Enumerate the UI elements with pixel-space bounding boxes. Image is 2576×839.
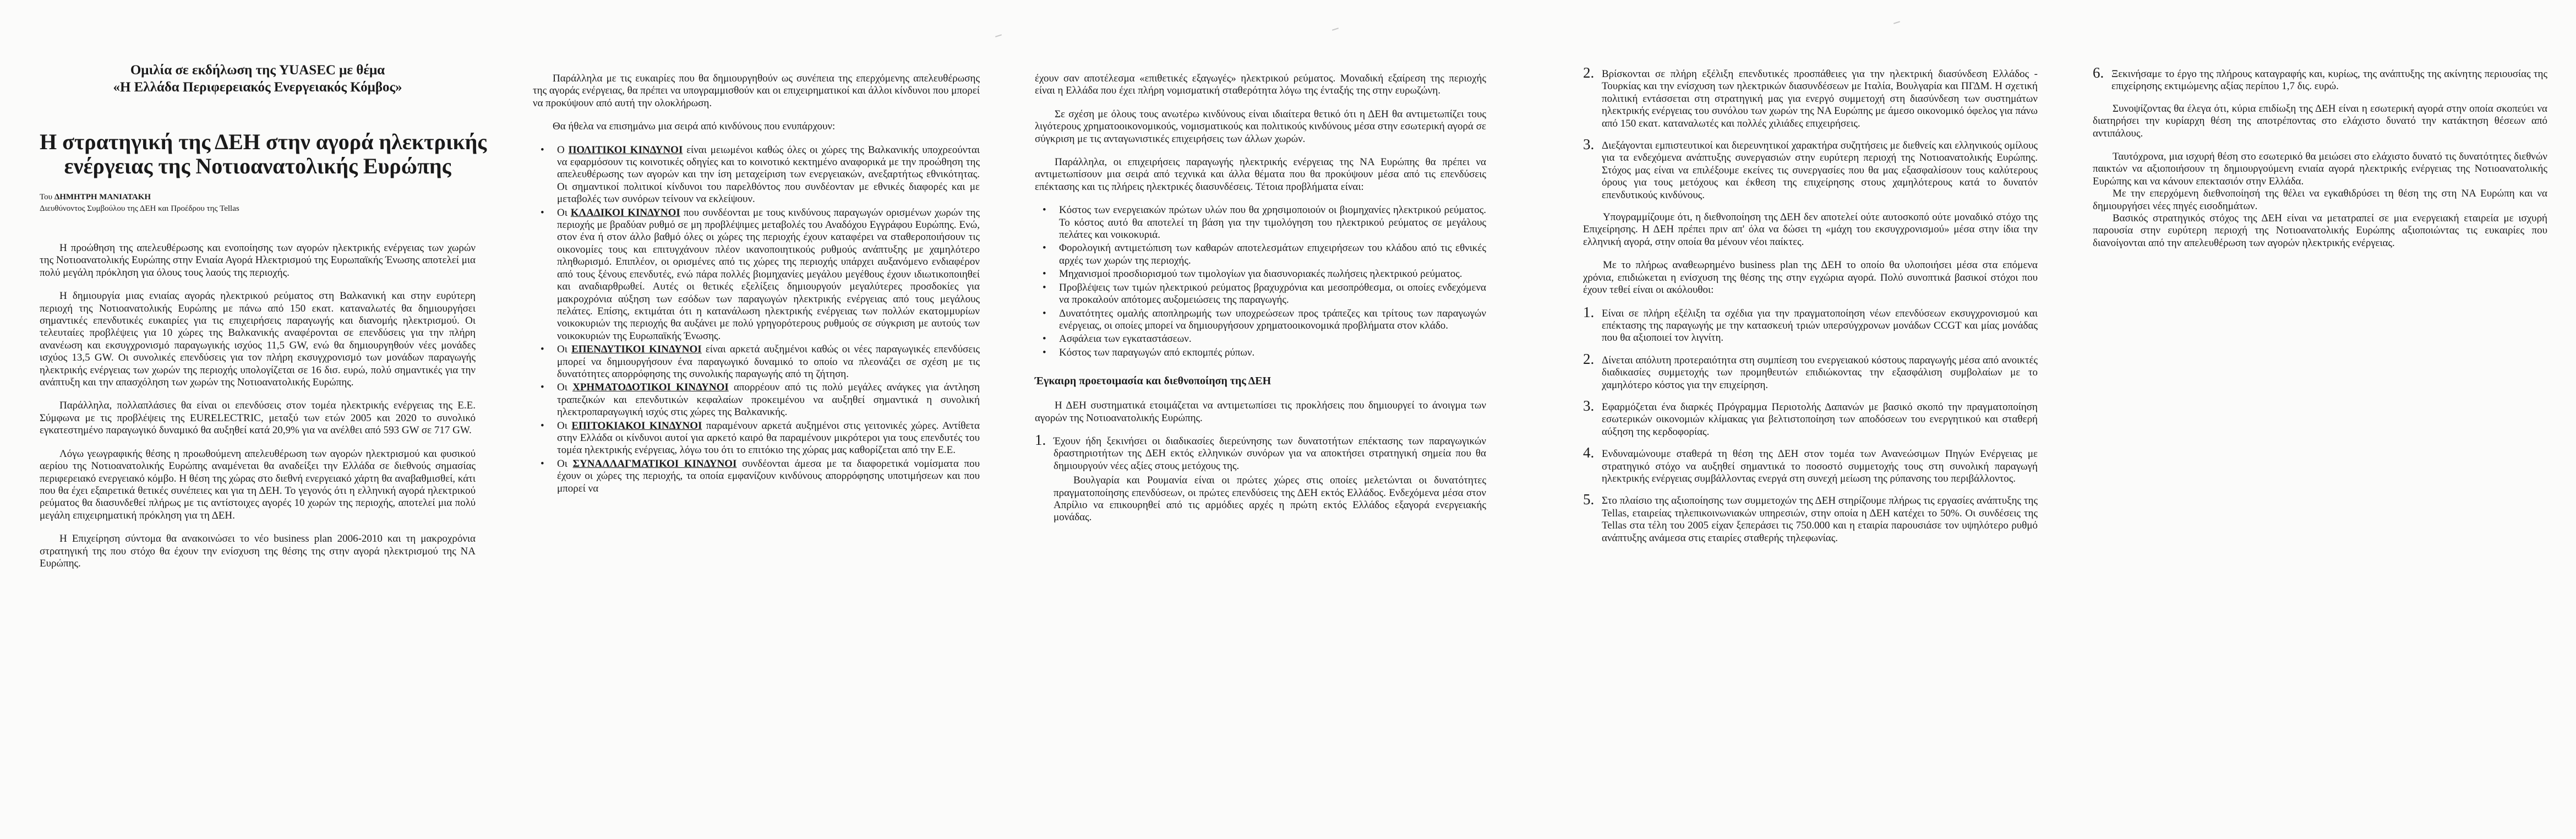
list-item: • Κόστος των ενεργειακών πρώτων υλών που θα χρησιμοποιούν οι βιομηχανίες ηλεκτρικού ρεύματος. Το κόστος αυτό θα αποτελεί τη βάση για την τιμολόγηση του ηλεκτρικού ρεύματος σε μεγάλους πελάτες και νοικοκυριά. [1035, 204, 1486, 241]
risk-prefix: Ο [557, 144, 565, 156]
item-number: 6. [2093, 64, 2104, 81]
risk-term: ΕΠΕΝΔΥΤΙΚΟΙ ΚΙΝΔΥΝΟΙ [571, 344, 702, 356]
item-text: Εφαρμόζεται ένα διαρκές Πρόγραμμα Περιοτολής Δαπανών με βασικό σκοπό την πραγματοποίηση εσωτερικών οικονομιών κλίμακας για βελτιστοποίηση των αποδόσεων του ενεργητικού και σταθερή αύξηση της κερδοφορίας. [1602, 401, 2038, 438]
paragraph: Η Επιχείρηση σύντομα θα ανακοινώσει το νέο business plan 2006-2010 και τη μακροχρόνια στρατηγική της που στόχο θα έχουν την ενίσχυση της θέσης της στην αγορά ηλεκτρισμού της ΝΑ Ευρώπης. [40, 533, 476, 569]
paragraph: Η προώθηση της απελευθέρωσης και ενοποίησης των αγορών ηλεκτρικής ενέργειας των χωρών της Νοτιοανατολικής Ευρώπης στην Ενιαία Αγορά Ηλεκτρισμού της Ευρωπαϊκής Ένωσης αποτελεί μια πολύ μεγάλη πρόκληση για όλους τους λαούς της περιοχής. [40, 242, 476, 279]
paragraph: Συνοψίζοντας θα έλεγα ότι, κύρια επιδίωξη της ΔΕΗ είναι η εσωτερική αγορά στην οποία σκοπεύει να διατηρήσει την κυρίαρχη θέση της αποτρέποντας στο ελάχιστο δυνατό την κατάκτηση θέσεων από αντιπάλους. [2093, 102, 2547, 139]
column-4 [1583, 64, 2038, 554]
item-text: Ξεκινήσαμε το έργο της πλήρους καταγραφής και, κυρίως, της ανάπτυξης της ακίνητης περιουσίας της επιχείρησης εκτιμώμενης αξίας περίπου 1,7 δις. ευρώ. [2111, 68, 2547, 92]
list-item [533, 458, 980, 495]
scan-speck [1332, 28, 1339, 31]
item-text: Διεξάγονται εμπιστευτικοί και διερευνητικοί χαρακτήρα συζητήσεις με διεθνείς και ελληνικούς ομίλους για τα ενδεχόμενα ανάπτυξης συνεργασιών στην ευρύτερη περιοχή της Νοτιοανατολικής Ευρώπης. Στόχος μας είναι να επιλέξουμε εκείνες τις συνεργασίες που θα μας εξασφαλίσουν τους καλύτερους όρους για τους μετόχους και έκθεση της επιχείρησης στους χαμηλότερους κατά το δυνατόν επενδυτικούς κινδύνους. [1602, 140, 2038, 201]
risk-term: ΕΠΙΤΟΚΙΑΚΟΙ ΚΙΝΔΥΝΟΙ [571, 419, 702, 432]
event-header-line-1: Ομιλία σε εκδήλωση της YUASEC με θέμα [130, 63, 385, 78]
item-text: Είναι σε πλήρη εξέλιξη τα σχέδια για την πραγματοποίηση νέων επενδύσεων εκσυγχρονισμού και επέκτασης της παραγωγής με την κατασκευή τριών υπερσύγχρονων μονάδων CCGT και μίας μονάδας που θα αξιοποιεί τον λιγνίτη. [1602, 307, 2038, 344]
item-number: 1. [1583, 303, 1595, 320]
paragraph: Θα ήθελα να επισημάνω μια σειρά από κινδύνους που ενυπάρχουν: [553, 121, 836, 133]
risk-term: ΣΥΝΑΛΛΑΓΜΑΤΙΚΟΙ ΚΙΝΔΥΝΟΙ [572, 457, 737, 470]
paragraph: Βουλγαρία και Ρουμανία είναι οι πρώτες χώρες στις οποίες μελετώνται οι δυνατότητες πραγματοποίησης επενδύσεων, οι πρώτες επενδύσεις της ΔΕΗ εκτός Ελλάδος. Ενδεχόμενα μέσα στον Απρίλιο να επικουρηθεί από τις αρμόδιες αρχές η πρώτη εκτός Ελλάδος εξαγορά ενεργειακής μονάδας. [1054, 475, 1486, 524]
list-item: • Δυνατότητες ομαλής αποπληρωμής των υποχρεώσεων προς τράπεζες και τρίτους των παραγωγών ενέργειας, οι οποίες μπορεί να δημιουργήσουν χρηματοοικονομικά προβλήματα στον κλάδο. [1035, 308, 1486, 333]
risk-text: συνδέονται άμεσα με τα διαφορετικά νομίσματα που έχουν οι χώρες της περιοχής, τα οποία εμφανίζουν κινδύνους απορρόφησης υποτιμήσεων και που μπορεί να [557, 457, 980, 494]
list-item [1035, 431, 1486, 524]
risk-prefix: Οι [557, 382, 567, 394]
item-number: 5. [1583, 491, 1595, 508]
list-item [533, 420, 980, 457]
list-item [1583, 350, 2038, 391]
paragraph: Βασικός στρατηγικός στόχος της ΔΕΗ είναι να μετατραπεί σε μια ενεργειακή εταιρεία με ισχυρή παρουσία στην ευρύτερη περιοχή της Νοτιοανατολικής Ευρώπης αξιοποιώντας τις ευκαιρίες που διανοίγονται από την απελευθέρωση των αγορών ηλεκτρικής ενέργειας. [2093, 213, 2547, 249]
paragraph: Η δημιουργία μιας ενιαίας αγοράς ηλεκτρικού ρεύματος στη Βαλκανική και στην ευρύτερη περιοχή της Νοτιοανατολικής Ευρώπης με πάνω από 150 εκατ. καταναλωτές θα δημιουργήσει σημαντικές επενδυτικές ευκαιρίες για τις επιχειρήσεις παραγωγής και διανομής ηλεκτρισμού. Οι τελευταίες προβλέψεις για 10 χώρες της Βαλκανικής αναφέρονται σε επενδύσεις για την πλήρη ανανέωση και εκσυγχρονισμό παραγωγικής ισχύος 11,5 GW, ενώ θα δημιουργηθούν νέες μονάδες ισχύος 13,5 GW. Οι συνολικές επενδύσεις για τον πλήρη εκσυγχρονισμό των μονάδων παραγωγής ηλεκτρικής ενέργειας των χωρών της περιοχής υπολογίζεται σε 16 δισ. ευρώ, πολύ σημαντικές για την ανάπτυξη και την απασχόληση των χωρών της Νοτιοανατολικής Ευρώπης. [40, 290, 476, 389]
paragraph: Με την επερχόμενη διεθνοποίησή της θέλει να εγκαθιδρύσει τη θέση της στη ΝΑ Ευρώπη και να δημιουργήσει νέες πηγές εισοδημάτων. [2093, 188, 2547, 212]
item-number: 1. [1035, 431, 1046, 448]
item-text: Βρίσκονται σε πλήρη εξέλιξη επενδυτικές προσπάθειες για την ηλεκτρική διασύνδεση Ελλάδος - Τουρκίας και την ενίσχυση των ηλεκτρικών διασυνδέσεων με Ιταλία, Βουλγαρία και ΠΓΔΜ. Η σχετική πολιτική εντάσσεται στη στρατηγική μας για ενεργό συμμετοχή στη διασύνδεση των συστημάτων ηλεκτρικής ενέργειας του συνόλου των χωρών της ΝΑ Ευρώπης με άμεσο οικονομικό όφελος για πάνω από 150 εκατ. καταναλωτές και πολλές χιλιάδες επιχειρήσεις. [1602, 68, 2038, 129]
item-number: 4. [1583, 444, 1595, 461]
risk-term: ΚΛΑΔΙΚΟΙ ΚΙΝΔΥΝΟΙ [570, 206, 680, 219]
list-item: • Κόστος των παραγωγών από εκπομπές ρύπων. [1035, 347, 1486, 359]
numbered-list [1035, 431, 1486, 524]
author-name: ΔΗΜΗΤΡΗ ΜΑΝΙΑΤΑΚΗ [54, 193, 151, 201]
item-number: 2. [1583, 350, 1595, 367]
item-text: Δίνεται απόλυτη προτεραιότητα στη συμπίεση του ενεργειακού κόστους παραγωγής μέσα από ανοικτές διαδικασίες συμμετοχής των προμηθευτών επιδιώκοντας την εξασφάλιση συμβολαίων με το χαμηλότερο κόστος για την επιχείρηση. [1602, 354, 2038, 391]
paragraph: Παράλληλα με τις ευκαιρίες που θα δημιουργηθούν ως συνέπεια της επερχόμενης απελευθέρωσης της αγοράς ενέργειας, θα πρέπει να υπογραμμισθούν και οι επιχειρηματικοί και άλλοι κίνδυνοι που μπορεί να προκύψουν από αυτή την ολοκλήρωση. [533, 73, 980, 109]
list-item [1583, 303, 2038, 345]
list-item: • Μηχανισμοί προσδιορισμού των τιμολογίων για διασυνοριακές πωλήσεις ηλεκτρικού ρεύματος. [1035, 268, 1486, 280]
event-header-line-2: «Η Ελλάδα Περιφερειακός Ενεργειακός Κόμβος» [113, 80, 402, 95]
risk-list [533, 144, 980, 495]
column-5 [2093, 64, 2547, 260]
risk-text: είναι μειωμένοι καθώς όλες οι χώρες της Βαλκανικής υποχρεούνται να εφαρμόσουν τις κοινοτικές οδηγίες και το κοινοτικό κεκτημένο αναφορικά με την προώθηση της απελευθέρωσης των αγορών και την ίση μεταχείριση των ενεργειακών, ανεξαρτήτως εθνικότητας. Οι σημαντικοί πολιτικοί κίνδυνοι του παρελθόντος που συνδέονταν με εθνικές διαφορές και με μεταβολές των συνόρων τείνουν να εκλείψουν. [557, 144, 980, 205]
goals-list [1583, 303, 2038, 545]
paragraph: Ταυτόχρονα, μια ισχυρή θέση στο εσωτερικό θα μειώσει στο ελάχιστο δυνατό τις δυνατότητες διεθνών παικτών να αξιοποιήσουν τη δημιουργούμενη ενιαία αγορά ηλεκτρικής ενέργειας της Νοτιοανατολικής Ευρώπης και να κάνουν επεκτασιόν στην Ελλάδα. [2093, 151, 2547, 187]
paragraph: Παράλληλα, πολλαπλάσιες θα είναι οι επενδύσεις στον τομέα ηλεκτρικής ενέργειας της Ε.Ε. Σύμφωνα με τις προβλέψεις της EURELECTRIC, μεταξύ των ετών 2005 και 2020 το συνολικό εγκατεστημένο παραγωγικό δυναμικό θα αυξηθεί κατά 20,9% για να ανέλθει από 593 GW σε 717 GW. [40, 400, 476, 437]
paragraph: Με το πλήρως αναθεωρημένο business plan της ΔΕΗ το οποίο θα υλοποιήσει μέσα στα επόμενα χρόνια, επιδιώκεται η ενίσχυση της θέσης της στην εγχώρια αγορά. Πολύ συνοπτικά βασικοί στόχοι που έχουν τεθεί είναι οι ακόλουθοι: [1583, 259, 2038, 296]
list-item [533, 382, 980, 418]
list-item [1583, 444, 2038, 485]
column-2 [533, 73, 980, 505]
paragraph: Παράλληλα, οι επιχειρήσεις παραγωγής ηλεκτρικής ενέργειας της ΝΑ Ευρώπης θα πρέπει να αντιμετωπίσουν μια σειρά από τεχνικά και άλλα θέματα που θα προκύψουν μέσα από τις επενδύσεις επέκτασης και τις πλήρεις ηλεκτρικές διασυνδέσεις. Τέτοια προβλήματα είναι: [1035, 156, 1486, 193]
risk-prefix: Οι [557, 419, 567, 432]
paragraph: Η ΔΕΗ συστηματικά ετοιμάζεται να αντιμετωπίσει τις προκλήσεις που δημιουργεί το άνοιγμα των αγορών της Νοτιοανατολικής Ευρώπης. [1035, 400, 1486, 424]
item-number: 3. [1583, 136, 1595, 153]
item-text: Έχουν ήδη ξεκινήσει οι διαδικασίες διερεύνησης των δυνατοτήτων επέκτασης των παραγωγικών δραστηριοτήτων της ΔΕΗ εκτός ελληνικών συνόρων για να αποκτήσει στρατηγική σημεία που θα δημιουργούν νέες αξίες στους μετόχους της. [1054, 435, 1486, 472]
list-item [533, 207, 980, 342]
paragraph: Σε σχέση με όλους τους ανωτέρω κινδύνους είναι ιδιαίτερα θετικό ότι η ΔΕΗ θα αντιμετωπίζει τους λιγότερους χρηματοοικονομικούς, νομισματικούς και πολιτικούς κινδύνους μέσα στην εσωτερική αγορά σε σύγκριση με τις ανταγωνιστικές επιχειρήσεις των άλλων χωρών. [1035, 108, 1486, 145]
list-item: • Προβλέψεις των τιμών ηλεκτρικού ρεύματος βραχυχρόνια και μεσοπρόθεσμα, οι οποίες ενδεχόμενα να προκαλούν απότομες αυξομειώσεις της παραγωγής. [1035, 282, 1486, 307]
item-number: 3. [1583, 397, 1595, 414]
article-title [40, 129, 487, 178]
risk-text: απορρέουν από τις πολύ μεγάλες ανάγκες για άντληση τραπεζικών και επενδυτικών κεφαλαίων προκειμένου να αυξηθεί σημαντικά η συνολική ηλεκτροπαραγωγική ισχύς στις χώρες της Βαλκανικής. [557, 382, 980, 418]
item-text: Στο πλαίσιο της αξιοποίησης των συμμετοχών της ΔΕΗ στηρίζουμε πλήρως τις εργασίες ανάπτυξης της Tellas, εταιρείας τηλεπικοινωνιακών υπηρεσιών, στην οποία η ΔΕΗ κατέχει το 50%. Οι συνδέσεις της Tellas στα τέλη του 2005 είχαν ξεπεράσει τις 750.000 και η εταιρία παρουσιάσε τον υψηλότερο ρυθμό ανάπτυξης ανάμεσα στις εταιρίες σταθερής τηλεφωνίας. [1602, 495, 2038, 544]
risk-text: που συνδέονται με τους κινδύνους παραγωγών ορισμένων χωρών της περιοχής με βραδύαν ρυθμό σε μη προβλέψιμες μεταβολές του Αναδόχου Εγγράφου Ευρώπης. Ενώ, στον ένα ή στον άλλο βαθμό όλες οι χώρες της περιοχής έχουν καταφέρει να σταθεροποιήσουν τις οικονομίες τους και επιτυγχάνουν πλέον ικανοποιητικούς ρυθμούς ανάπτυξης με χαμηλότερο πληθωρισμό. Επιπλέον, οι ορισμένες από τις χώρες της περιοχής υπάρχει αυξανόμενο ενδιαφέρον από τους ξένους επενδυτές, ενώ πάρα πολλές βιομηχανίες μεγάλου μεγέθους έχουν ιδιωτικοποιηθεί και αναδιαρθρωθεί. Αυτές οι θετικές εξελίξεις δημιουργούν μεγαλύτερες προσδοκίες για μακροχρόνια αύξηση των εσόδων των παραγωγών ηλεκτρικής ενέργειας από τους μεγάλους πελάτες. Επίσης, εκτιμάται ότι η κατανάλωση ηλεκτρικής ενέργειας των πολλών εκατομμυρίων νοικοκυριών της περιοχής θα αυξάνει με πολύ γρηγορότερους ρυθμούς σε σύγκριση με αυτούς των νοικοκυριών της Ευρωπαϊκής Ένωσης. [557, 206, 980, 342]
list-item [2093, 64, 2547, 93]
risk-term: ΧΡΗΜΑΤΟΔΟΤΙΚΟΙ ΚΙΝΔΥΝΟΙ [572, 382, 729, 394]
item-text: Ενδυναμώνουμε σταθερά τη θέση της ΔΕΗ στον τομέα των Ανανεώσιμων Πηγών Ενέργειας με στρατηγικό στόχο να αυξηθεί σημαντικά το ποσοστό συμμετοχής τους στη συνολική παραγωγή ηλεκτρικής ενέργειας συμβάλλοντας ενεργά στη συνεχή μείωση της ρύπανσης του περιβάλλοντος. [1602, 448, 2038, 484]
list-item: • Φορολογική αντιμετώπιση των καθαρών αποτελεσμάτων επιχειρήσεων του κλάδου από τις εθνικές αρχές των χωρών της περιοχής. [1035, 242, 1486, 267]
list-item [1583, 136, 2038, 201]
risk-text: είναι αρκετά αυξημένοι καθώς οι νέες παραγωγικές επενδύσεις μπορεί να δημιουργήσουν ένα παραγωγικό δυναμικό το οποίο να πλεονάζει σε σχέση με τις δυνατότητες απορρόφησης της συνολικής παραγωγής από τη ζήτηση. [557, 344, 980, 380]
paragraph: Λόγω γεωγραφικής θέσης η προωθούμενη απελευθέρωση των αγορών ηλεκτρισμού και φυσικού αερίου της Νοτιοανατολικής Ευρώπης αναμένεται θα αναδείξει την Ελλάδα σε διεθνούς σημασίας περιφερειακό ενεργειακό κόμβο. Η θέση της χώρας στο διεθνή ενεργειακό χάρτη θα αναβαθμισθεί, κάτι που θα έχει εξαιρετικά θετικές συνέπειες και για τη ΔΕΗ. Το γεγονός ότι η ελληνική αγορά ηλεκτρικού ρεύματος θα διασυνδεθεί πλήρως με τις αντίστοιχες αγορές 10 χωρών της περιοχής, αποτελεί μια πολύ μεγάλη επιχειρηματική πρόκληση για τη ΔΕΗ. [40, 448, 476, 521]
list-item [1583, 491, 2038, 544]
author-prefix: Του [40, 193, 53, 201]
list-item [533, 144, 980, 206]
risk-prefix: Οι [557, 206, 567, 219]
author-byline [40, 192, 476, 215]
list-item [1583, 64, 2038, 130]
numbered-list [2093, 64, 2547, 93]
list-item [533, 344, 980, 380]
risk-text: παραμένουν αρκετά αυξημένοι στις γειτονικές χώρες. Αντίθετα στην Ελλάδα οι κίνδυνοι αυτοί για αρκετό καιρό θα παραμένουν μικρότεροι για τους επενδυτές του τομέα ηλεκτρικής ενέργειας, λόγω του ότι το επιτόκιο της χώρας μας καθορίζεται από την Ε.Ε. [557, 419, 980, 456]
column-1 [40, 0, 487, 581]
list-item [1583, 397, 2038, 438]
list-item: • Ασφάλεια των εγκαταστάσεων. [1035, 333, 1486, 345]
author-role: Διευθύνοντος Συμβούλου της ΔΕΗ και Προέδρου της Tellas [40, 204, 239, 213]
problem-list [1035, 204, 1486, 359]
article-title-line-1: Η στρατηγική της ΔΕΗ στην αγορά ηλεκτρικής [40, 129, 487, 154]
item-number: 2. [1583, 64, 1595, 81]
risk-term: ΠΟΛΙΤΙΚΟΙ ΚΙΝΔΥΝΟΙ [568, 144, 683, 156]
event-header [40, 62, 476, 96]
article-title-line-2: ενέργειας της Νοτιοανατολικής Ευρώπης [64, 154, 451, 178]
numbered-list [1583, 64, 2038, 201]
risk-prefix: Οι [557, 344, 567, 356]
scan-speck [1893, 21, 1900, 24]
risk-prefix: Οι [557, 457, 567, 470]
column-3 [1035, 73, 1486, 534]
section-heading: Έγκαιρη προετοιμασία και διεθνοποίηση της ΔΕΗ [1035, 375, 1271, 388]
scan-speck [995, 34, 1002, 37]
paragraph: έχουν σαν αποτέλεσμα «επιθετικές εξαγωγές» ηλεκτρικού ρεύματος. Μοναδική εξαίρεση της περιοχής είναι η Ελλάδα που έχει πλήρη νομισματική σταθερότητα λόγω της ένταξής της στην ευρωζώνη. [1035, 73, 1486, 97]
paragraph: Υπογραμμίζουμε ότι, η διεθνοποίηση της ΔΕΗ δεν αποτελεί ούτε αυτοσκοπό ούτε μοναδικό στόχο της Επιχείρησης. Η ΔΕΗ πρέπει πριν απ' όλα να δώσει τη «μάχη του εκσυγχρονισμού» μέσα στην ίδια την ελληνική αγορά, στην οποία θα μένουν νέοι παίκτες. [1583, 211, 2038, 248]
